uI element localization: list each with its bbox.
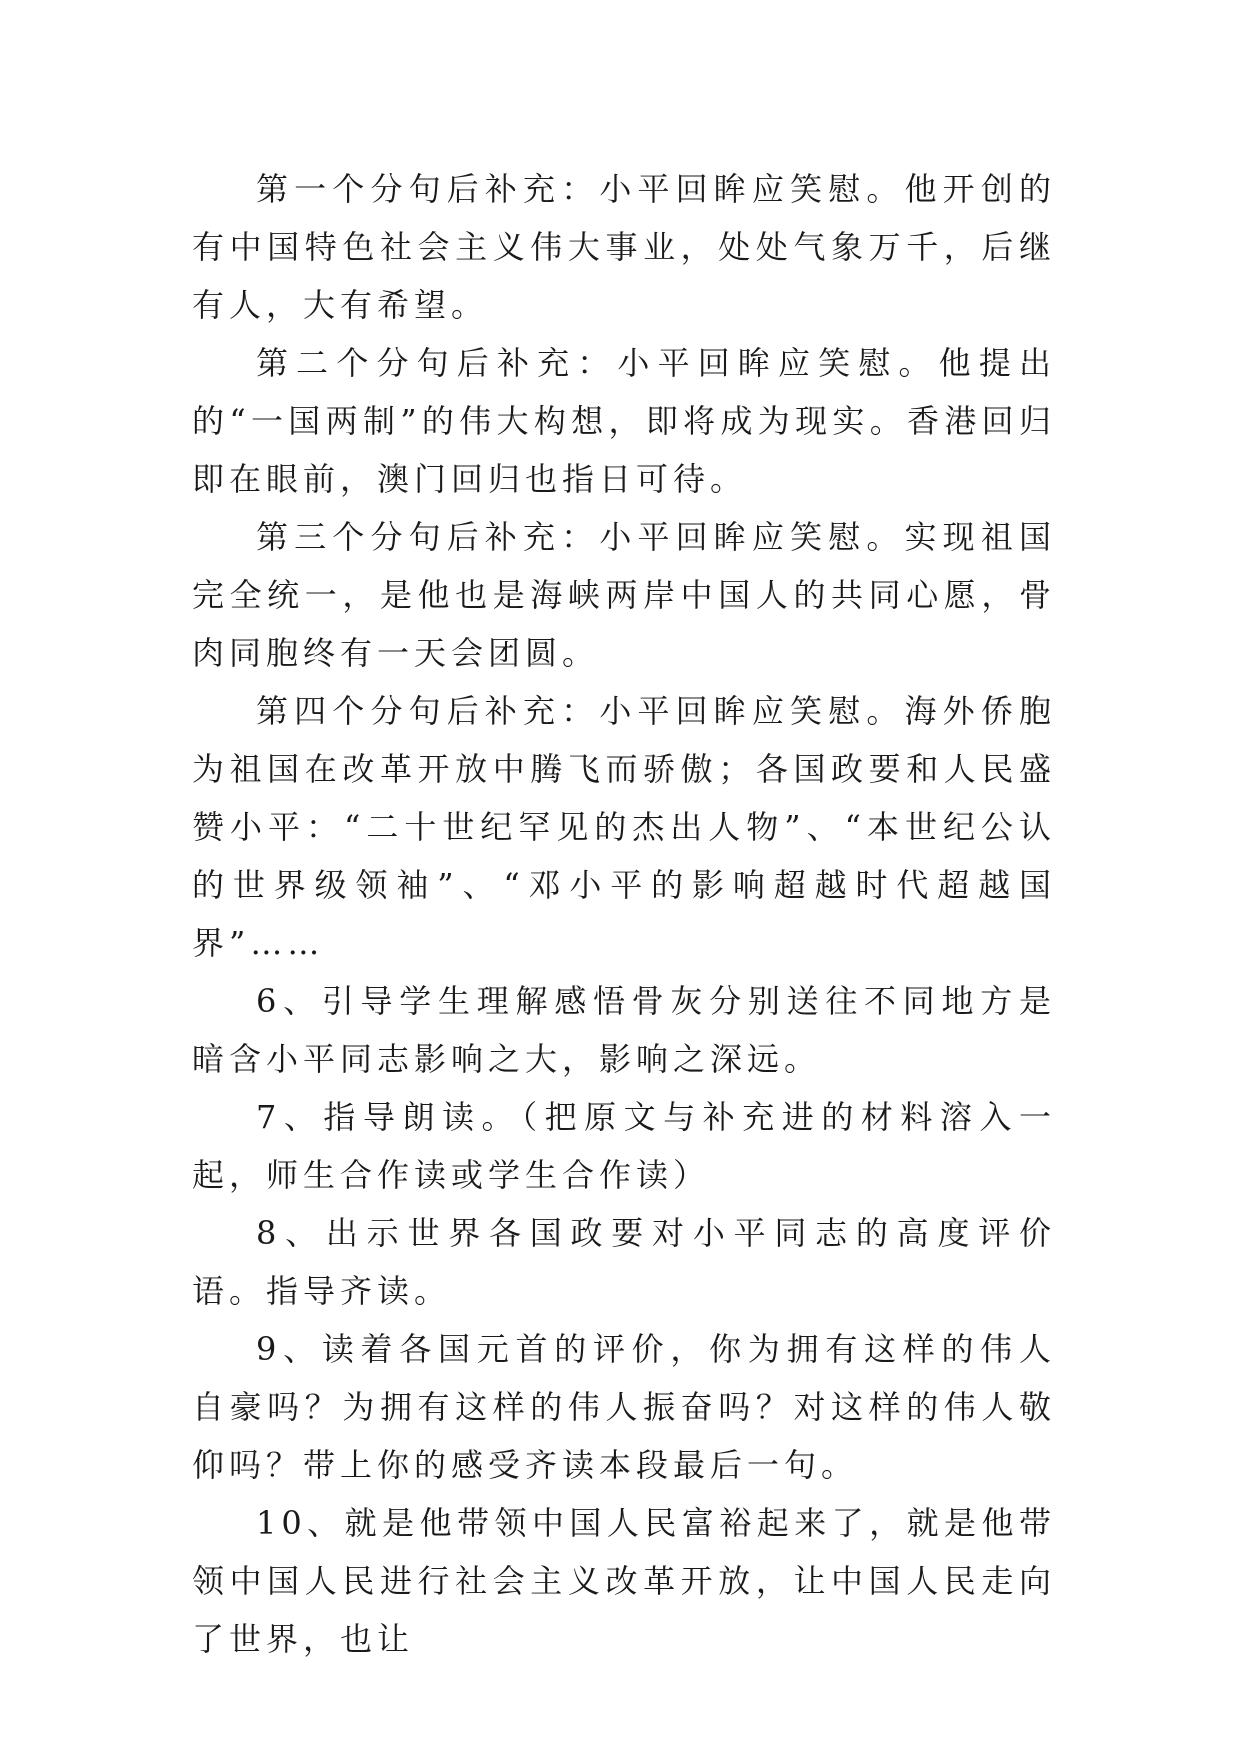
paragraph-supplement-4: 第四个分句后补充：小平回眸应笑慰。海外侨胞为祖国在改革开放中腾飞而骄傲；各国政要和人民盛赞小平：“二十世纪罕见的杰出人物”、“本世纪公认的世界级领袖”、“邓小平的影响超越时代超越国界”…… (192, 692, 1056, 962)
paragraph-step-6: 6、引导学生理解感悟骨灰分别送往不同地方是暗含小平同志影响之大，影响之深远。 (192, 982, 1056, 1078)
document-page (192, 160, 1056, 1668)
paragraph-supplement-3: 第三个分句后补充：小平回眸应笑慰。实现祖国完全统一，是他也是海峡两岸中国人的共同心愿，骨肉同胞终有一天会团圆。 (192, 518, 1056, 672)
paragraph-supplement-1: 第一个分句后补充：小平回眸应笑慰。他开创的有中国特色社会主义伟大事业，处处气象万千，后继有人，大有希望。 (192, 170, 1056, 324)
paragraph-step-10: 10、就是他带领中国人民富裕起来了，就是他带领中国人民进行社会主义改革开放，让中国人民走向了世界，也让 (192, 1504, 1056, 1658)
paragraph-supplement-2: 第二个分句后补充：小平回眸应笑慰。他提出的“一国两制”的伟大构想，即将成为现实。香港回归即在眼前，澳门回归也指日可待。 (192, 344, 1056, 498)
paragraph-step-8: 8、出示世界各国政要对小平同志的高度评价语。指导齐读。 (192, 1214, 1056, 1310)
paragraph-step-9: 9、读着各国元首的评价，你为拥有这样的伟人自豪吗？为拥有这样的伟人振奋吗？对这样的伟人敬仰吗？带上你的感受齐读本段最后一句。 (192, 1330, 1056, 1484)
paragraph-step-7: 7、指导朗读。（把原文与补充进的材料溶入一起，师生合作读或学生合作读） (192, 1098, 1056, 1194)
